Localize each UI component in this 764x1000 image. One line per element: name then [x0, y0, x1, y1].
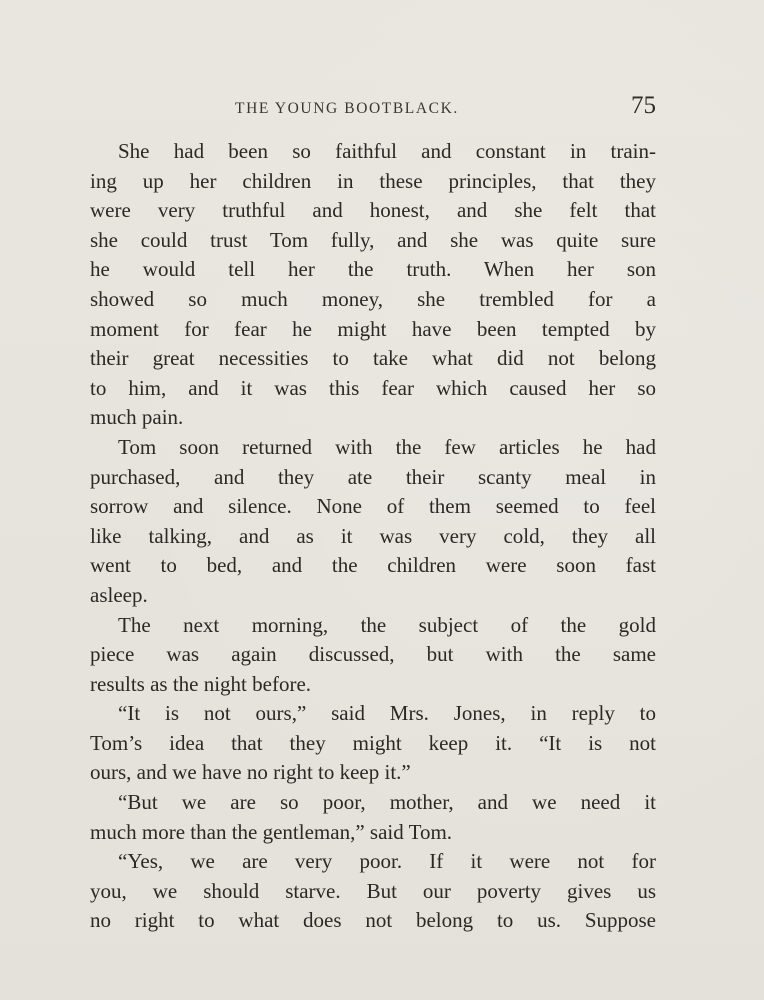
running-title: THE YOUNG BOOTBLACK.: [235, 100, 459, 117]
text-line: were very truthful and honest, and she felt that: [90, 198, 656, 223]
text-line: ing up her children in these principles, that they: [90, 168, 656, 193]
text-line: piece was again discussed, but with the same: [90, 642, 656, 667]
body-text: [90, 137, 656, 936]
text-line: results as the night before.: [90, 671, 312, 696]
text-line: Tom soon returned with the few articles he had: [118, 434, 656, 459]
text-line: “It is not ours,” said Mrs. Jones, in reply to: [118, 701, 656, 726]
running-head: [90, 92, 656, 130]
text-line: to him, and it was this fear which caused her so: [90, 375, 656, 400]
text-line: he would tell her the truth. When her son: [90, 257, 656, 282]
text-line: you, we should starve. But our poverty gives us: [90, 878, 656, 903]
text-line: “Yes, we are very poor. If it were not for: [118, 849, 656, 874]
text-line: much pain.: [90, 405, 184, 430]
text-line: moment for fear he might have been tempted by: [90, 316, 656, 341]
text-line: like talking, and as it was very cold, they all: [90, 523, 656, 548]
text-line: no right to what does not belong to us. Suppose: [90, 908, 656, 933]
text-line: Tom’s idea that they might keep it. “It is not: [90, 730, 656, 755]
text-line: showed so much money, she trembled for a: [90, 286, 656, 311]
text-line: “But we are so poor, mother, and we need it: [118, 790, 656, 815]
text-line: She had been so faithful and constant in train-: [118, 139, 656, 163]
text-line: she could trust Tom fully, and she was quite sure: [90, 227, 656, 252]
text-line: ours, and we have no right to keep it.”: [90, 760, 411, 785]
text-line: The next morning, the subject of the gold: [118, 612, 656, 637]
text-line: sorrow and silence. None of them seemed to feel: [90, 494, 656, 519]
text-line: purchased, and they ate their scanty meal in: [90, 464, 656, 489]
text-line: their great necessities to take what did not belong: [90, 346, 656, 371]
text-line: much more than the gentleman,” said Tom.: [90, 819, 453, 844]
text-line: asleep.: [90, 582, 148, 607]
page-number: 75: [631, 92, 656, 119]
text-line: went to bed, and the children were soon fast: [90, 553, 656, 578]
